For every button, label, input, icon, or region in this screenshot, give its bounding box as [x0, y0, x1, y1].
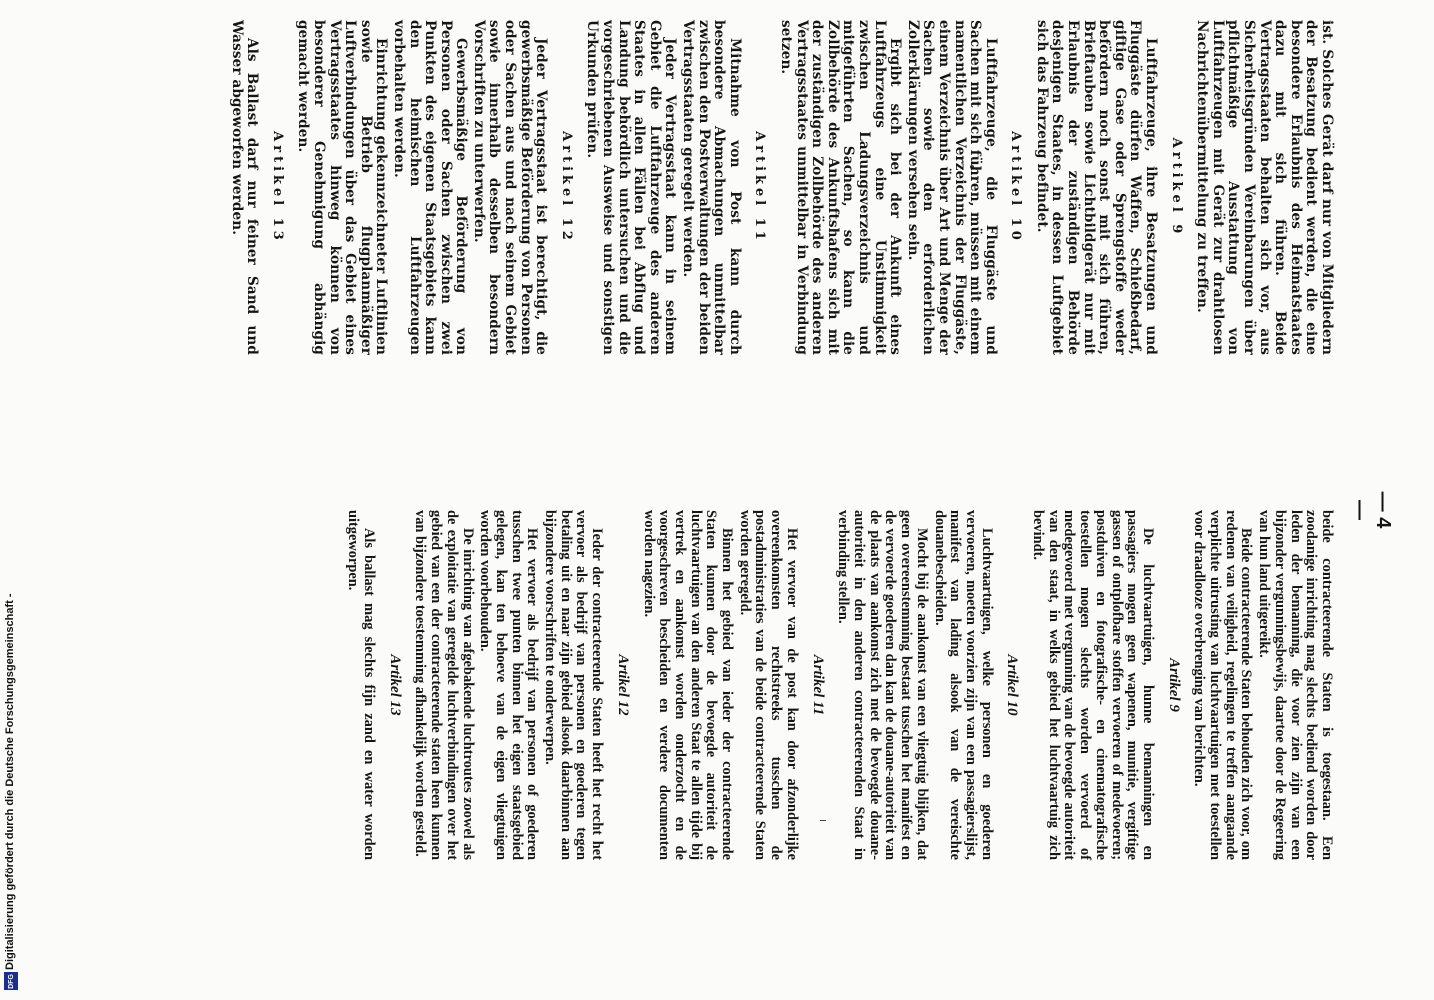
- german-article-11-paragraph-1: Mitnahme von Post kann durch besondere Abmachungen unmittelbar zwischen den Postverwaltungen der beiden Vertragsstaaten geregelt werden.: [680, 20, 743, 355]
- dutch-column: [234, 510, 1334, 860]
- dutch-article-13-heading: Artikel 13: [386, 654, 403, 716]
- german-article-10-paragraph-2: Ergibt sich bei der Ankunft eines Luftfahrzeugs eine Unstimmigkeit zwischen Ladungsverzeichnis und mitgeführten Sachen, so kann die Zollbehörde des Ankunftshafens sich mit der zuständigen Zollbehörde des anderen Vertragsstaates unmittelbar in Verbindung setzen.: [778, 20, 904, 355]
- dfg-logo-text: DFG: [7, 973, 15, 989]
- german-article-9-paragraph: Luftfahrzeuge, ihre Besatzungen und Fluggäste dürfen Waffen, Schießbedarf, giftige Gase oder Sprengstoffe weder befördern noch sonst mit sich führen, Brieftauben sowie Lichtbildgerät nur mit Erlaubnis der zuständigen Behörde desjenigen Staates, in dessen Luftgebiet sich das Fahrzeug befindet.: [1033, 20, 1160, 355]
- dutch-article-12-paragraph-1: Ieder der contracteerende Staten heeft het recht het vervoer als bedrijf van personen en goederen tegen betaling uit en naar zijn gebied alsook daarbinnen aan bijzondere voorschriften te onderwerpen.: [542, 510, 606, 860]
- german-column: [228, 20, 1335, 355]
- dutch-article-10-paragraph-1: Luchtvaartuigen, welke personen en goederen vervoeren, moeten voorzien zijn van een passagierslijst, manifest van lading alsook van de vereischte douanebescheiden.: [931, 510, 995, 860]
- german-article-13-paragraph: Als Ballast darf nur feiner Sand und Wasser abgeworfen werden.: [228, 20, 261, 355]
- dutch-article-12-paragraph-3: De inrichting van afgebakende luchtroutes zoowel als de exploitatie van geregelde luchtverbindingen over het gebied van een der contracteerende staten heen kunnen van bijzondere toestemming afhankelijk worden gesteld.: [412, 510, 476, 860]
- german-article-12-paragraph-3: Einrichtung gekennzeichneter Luftlinien sowie Betrieb flugplanmäßiger Luftverbindungen über das Gebiet eines Vertragsstaates hinweg können von besonderer Genehmigung abhängig gemacht werden.: [295, 20, 390, 355]
- german-article-10-paragraph-1: Luftfahrzeuge, die Fluggäste und Sachen mit sich führen, müssen mit einem namentlichen Verzeichnis der Fluggäste, einem Verzeichnis über Art und Menge der Sachen sowie den erforderlichen Zollerklärungen versehen sein.: [904, 20, 999, 355]
- dutch-article-12-heading: Artikel 12: [614, 654, 631, 716]
- dutch-article-11-paragraph-1: Het vervoer van de post kan door afzonderlijke overeenkomsten rechtstreeks tusschen de postadministraties van de beide contracteerende Staten worden geregeld.: [736, 510, 800, 860]
- dutch-article-9-paragraph: De luchtvaartuigen, hunne bemanningen en passagiers mogen geen wapenen, munitie, vergiftige gassen of ontplofbare stoffen vervoeren of medevoeren; postduiven en fotografische- en cinematografische toestellen mogen slechts worden vervoerd of medegevoerd met vergunning van de bevoegde autoriteit van den staat, in welks gebied het luchtvaartuig zich bevindt.: [1030, 510, 1156, 860]
- page-number: — 4 —: [1349, 491, 1394, 529]
- german-article-12-heading: Artikel 12: [558, 131, 574, 244]
- german-article-9-heading: Artikel 9: [1168, 137, 1184, 238]
- german-article-10-heading: Artikel 10: [1008, 131, 1024, 244]
- dfg-logo-icon: [4, 972, 18, 990]
- dutch-intro-paragraph-1: beide contracteerende Staten is toegestaan. Een zoodanige inrichting mag slechts bediend worden door leden der bemanning, die voor zien zijn van een bijzonder vergunningsbewijs, daartoe door de Regeering van hun land uitgereikt.: [1256, 510, 1335, 860]
- german-article-12-paragraph-1: Jeder Vertragsstaat ist berechtigt, die gewerbsmäßige Beförderung von Personen oder Sachen aus und nach seinem Gebiet sowie innerhalb desselben besondern Vorschriften zu unterwerfen.: [470, 20, 550, 355]
- dutch-article-13-paragraph: Als ballast mag slechts fijn zand en water worden uitgeworpen.: [345, 510, 378, 860]
- dutch-article-11-paragraph-2: Binnen het gebied van ieder der contracteerende Staten kunnen door de bevoegde autoriteit de luchtvaartuigen van den anderen Staat te allen tijde bij vertrek en aankomst worden onderzocht en de voorgeschreven bescheiden en verdere documenten worden nagezien.: [640, 510, 736, 860]
- german-article-11-paragraph-2: Jeder Vertragsstaat kann in seinem Gebiet die Luftfahrzeuge des anderen Staates in allen Fällen bei Abflug und Landung behördlich untersuchen und die vorgeschriebenen Ausweise und sonstigen Urkunden prüfen.: [584, 20, 679, 355]
- dutch-article-10-heading: Artikel 10: [1004, 654, 1021, 716]
- credit-text: Digitalisierung gefördert durch die Deutsche Forschungsgemeinschaft -: [4, 593, 16, 970]
- dutch-article-9-heading: Artikel 9: [1165, 658, 1182, 712]
- german-article-11-heading: Artikel 11: [752, 131, 768, 244]
- dutch-article-11-heading: Artikel 11: [809, 654, 826, 716]
- dutch-article-12-paragraph-2: Het vervoer als bedrijf van personen of goederen tusschen twee punten binnen het eigen staatsgebied gelegen, kan ten behoeve van de eigen vliegtuigen worden voorbehouden.: [477, 510, 541, 860]
- dutch-article-10-paragraph-2: Mocht bij de aankomst van een vliegtuig blijken, dat geen overeenstemming bestaat tusschen het manifest en de vervoerde goederen dan kan de douane-autoriteit van de plaats van aankomst zich met de bevoegde douane-autoriteit in den anderen contracteerenden Staat in verbinding stellen.: [835, 510, 930, 860]
- dutch-intro-paragraph-2: Beide contracteerende Staten behouden zich voor, om redenen van veiligheid, regelingen te treffen aangaande verplichte uitrusting van luchtvaartuigen met toestellen voor draadlooze overbrenging van berichten.: [1191, 510, 1255, 860]
- german-article-12-paragraph-2: Gewerbsmäßige Beförderung von Personen oder Sachen zwischen zwei Punkten des eigenen Staatsgebiets kann den heimischen Luftfahrzeugen vorbehalten werden.: [390, 20, 470, 355]
- digitization-credit: [3, 4, 19, 994]
- german-article-13-heading: Artikel 13: [269, 131, 285, 244]
- german-intro-paragraph: ist. Solches Gerät darf nur von Mitgliedern der Besatzung bedient werden, die eine besondere Erlaubnis des Heimatstaates dazu mit sich führen. Beide Vertragsstaaten behalten sich vor, aus Sicherheitsgründen Vereinbarungen über pflichtmäßige Ausstattung von Luftfahrzeugen mit Gerät zur drahtlosen Nachrichtenübermittelung zu treffen.: [1194, 20, 1335, 355]
